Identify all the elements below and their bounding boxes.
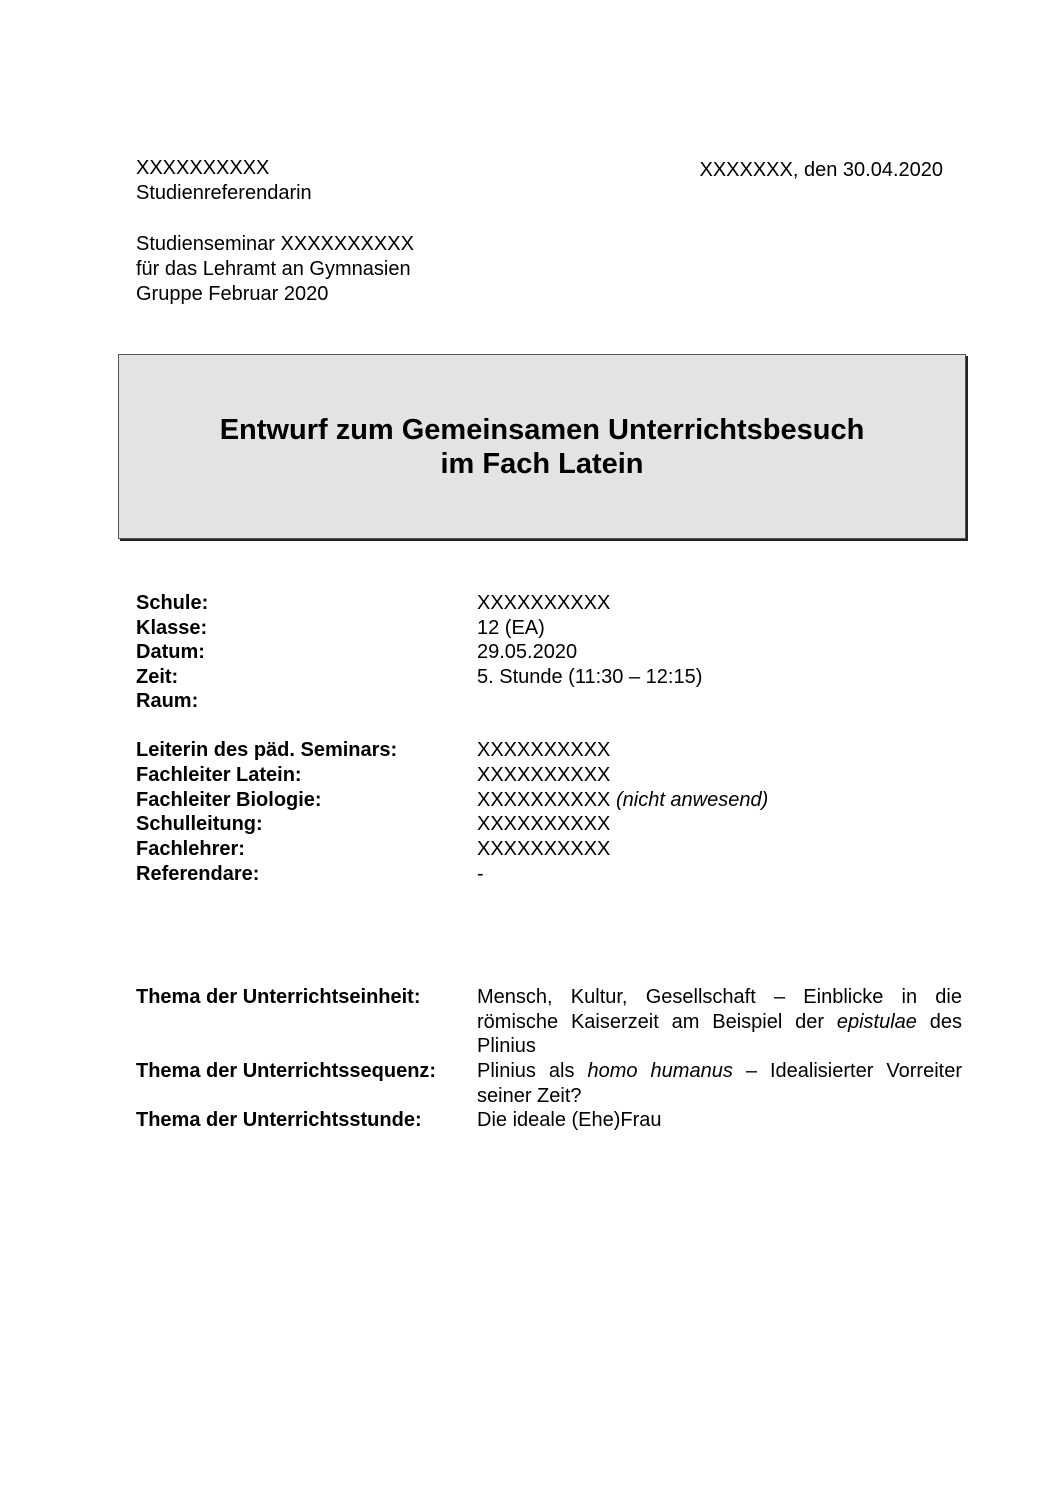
attendee-value: XXXXXXXXXX	[477, 789, 611, 811]
topic-label: Thema der Unterrichtseinheit:	[136, 986, 421, 1008]
topic-line: seiner Zeit?	[477, 1084, 582, 1107]
detail-value: XXXXXXXXXX	[477, 592, 611, 614]
topic-text: römische Kaiserzeit am Beispiel der	[477, 1010, 837, 1033]
attendee-value: XXXXXXXXXX	[477, 764, 611, 786]
sender-name: XXXXXXXXXX	[136, 157, 270, 179]
document-subtitle: im Fach Latein	[440, 447, 644, 480]
topic-value: Die ideale (Ehe)Frau	[477, 1109, 662, 1131]
topic-line: Mensch, Kultur, Gesellschaft – Einblicke in die	[477, 986, 962, 1008]
seminar-line: Studienseminar XXXXXXXXXX	[136, 233, 414, 255]
topic-text: – Idealisierter Vorreiter	[732, 1060, 962, 1082]
topic-label: Thema der Unterrichtsstunde:	[136, 1109, 422, 1131]
topic-label: Thema der Unterrichtssequenz:	[136, 1060, 437, 1082]
detail-value: 29.05.2020	[477, 641, 578, 663]
seminar-line: für das Lehramt an Gymnasien	[136, 258, 411, 280]
attendee-value: XXXXXXXXXX	[477, 813, 611, 835]
seminar-line: Gruppe Februar 2020	[136, 283, 329, 305]
topic-line: Plinius	[477, 1035, 536, 1057]
topic-text: Plinius als	[477, 1060, 588, 1082]
topic-italic: homo humanus	[587, 1060, 733, 1082]
seminar-block	[136, 232, 414, 307]
sender-role: Studienreferendarin	[136, 182, 312, 204]
document-title: Entwurf zum Gemeinsamen Unterrichtsbesuch	[219, 413, 865, 446]
attendance-note: (nicht anwesend)	[615, 789, 769, 811]
attendee-label: Fachleiter Biologie:	[136, 789, 322, 811]
title-box	[118, 354, 966, 539]
attendee-label: Referendare:	[136, 863, 260, 885]
attendee-label: Schulleitung:	[136, 813, 263, 835]
attendee-label: Leiterin des päd. Seminars:	[136, 739, 398, 761]
topic-line	[477, 1010, 962, 1035]
attendee-label: Fachleiter Latein:	[136, 764, 302, 786]
attendee-value: XXXXXXXXXX	[477, 739, 611, 761]
detail-label: Schule:	[136, 592, 209, 614]
place-date: XXXXXXX, den 30.04.2020	[699, 159, 943, 181]
topic-line	[477, 1059, 962, 1084]
sender-block	[136, 156, 312, 206]
detail-label: Datum:	[136, 641, 205, 663]
attendee-value: -	[477, 863, 484, 885]
detail-value: 12 (EA)	[477, 617, 545, 639]
attendee-label: Fachlehrer:	[136, 838, 245, 860]
attendee-value-wrap	[477, 788, 768, 813]
detail-label: Zeit:	[136, 666, 179, 688]
detail-label: Raum:	[136, 690, 199, 712]
attendee-value: XXXXXXXXXX	[477, 838, 611, 860]
topic-italic: epistulae	[836, 1010, 917, 1033]
topic-text: des	[916, 1010, 962, 1033]
detail-value: 5. Stunde (11:30 – 12:15)	[477, 666, 703, 688]
detail-label: Klasse:	[136, 617, 208, 639]
